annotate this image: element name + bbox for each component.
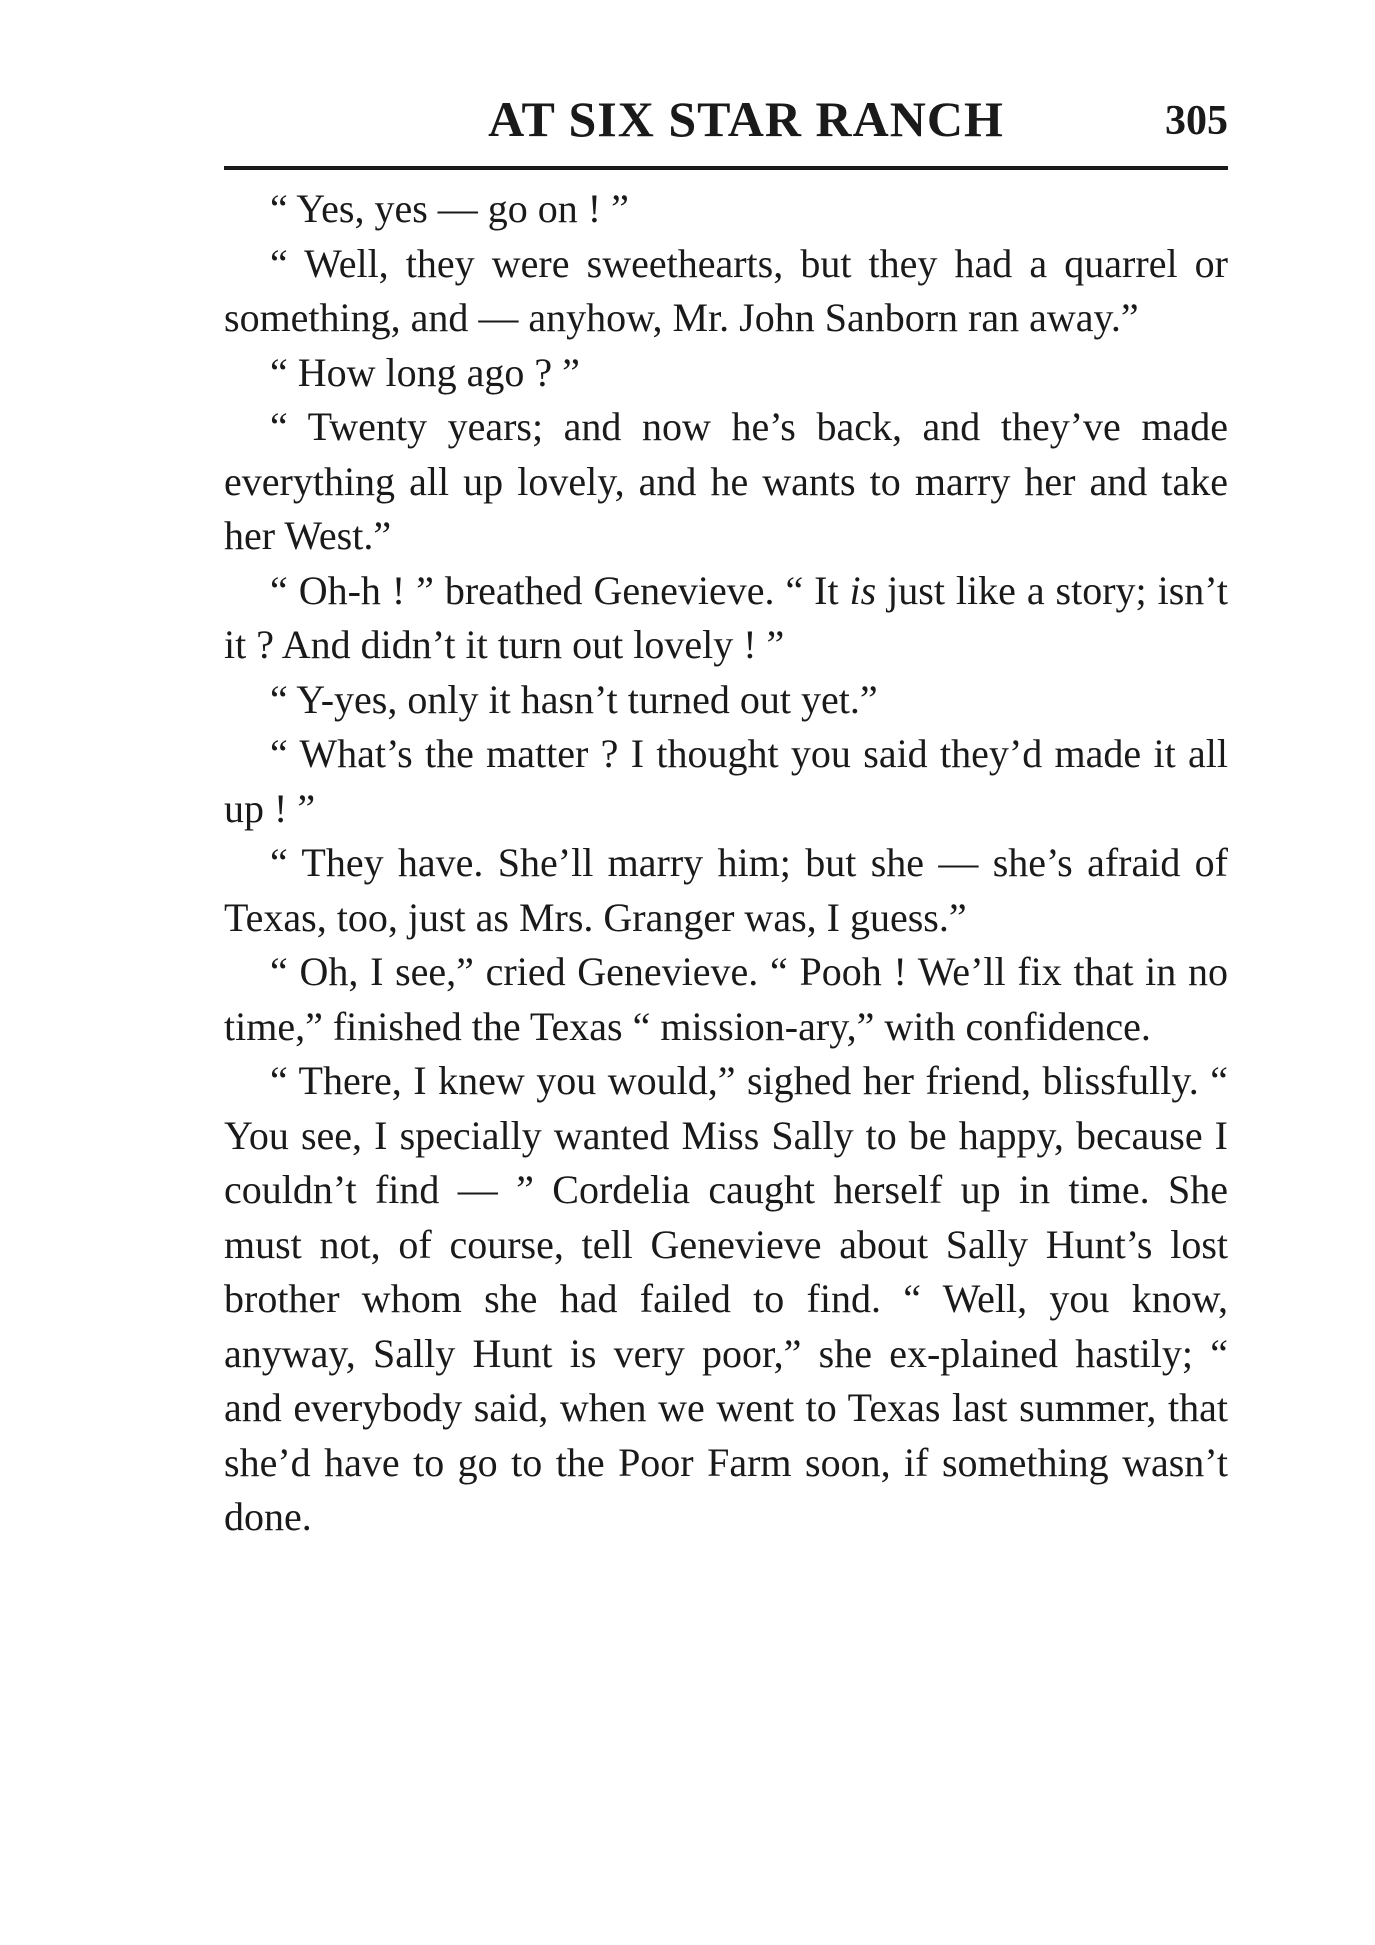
paragraph: “ Yes, yes — go on ! ”: [270, 186, 629, 231]
book-page: [224, 88, 1228, 1545]
paragraph: “ Twenty years; and now he’s back, and they’ve made everything all up lovely, and he wants to marry her and take her West.”: [224, 404, 1228, 558]
paragraph: “ Well, they were sweethearts, but they had a quarrel or something, and — anyhow, Mr. John Sanborn ran away.”: [224, 240, 1228, 340]
emphasized-word: is: [849, 567, 877, 613]
paragraph: “ Oh, I see,” cried Genevieve. “ Pooh ! We’ll fix that in no time,” finished the Texas “ mission-ary,” with confidence.: [224, 949, 1228, 1049]
paragraph: “ Oh-h ! ” breathed Genevieve. “ It is just like a story; isn’t it ? And didn’t it turn out lovely ! ”: [224, 567, 1228, 667]
paragraph: “ Y-yes, only it hasn’t turned out yet.”: [270, 676, 878, 722]
running-title: AT SIX STAR RANCH: [488, 91, 1004, 147]
paragraph: “ What’s the matter ? I thought you said they’d made it all up ! ”: [224, 731, 1228, 831]
header-rule: [224, 166, 1228, 170]
body-text: [224, 182, 1228, 1545]
paragraph: “ How long ago ? ”: [270, 349, 580, 395]
paragraph: “ There, I knew you would,” sighed her friend, blissfully. “ You see, I specially wanted Miss Sally to be happy, because I couldn’t find — ” Cordelia caught herself up in time. She must not, of course, tell Genevieve about Sally Hunt’s lost brother whom she had failed to find. “ Well, you know, anyway, Sally Hunt is very poor,” she ex-plained hastily; “ and everybody said, when we went to Texas last summer, that she’d have to go to the Poor Farm soon, if something wasn’t done.: [224, 1058, 1228, 1539]
paragraph: “ They have. She’ll marry him; but she — she’s afraid of Texas, too, just as Mrs. Granger was, I guess.”: [224, 840, 1228, 940]
page-number: 305: [1165, 98, 1228, 144]
running-head: [224, 88, 1228, 158]
